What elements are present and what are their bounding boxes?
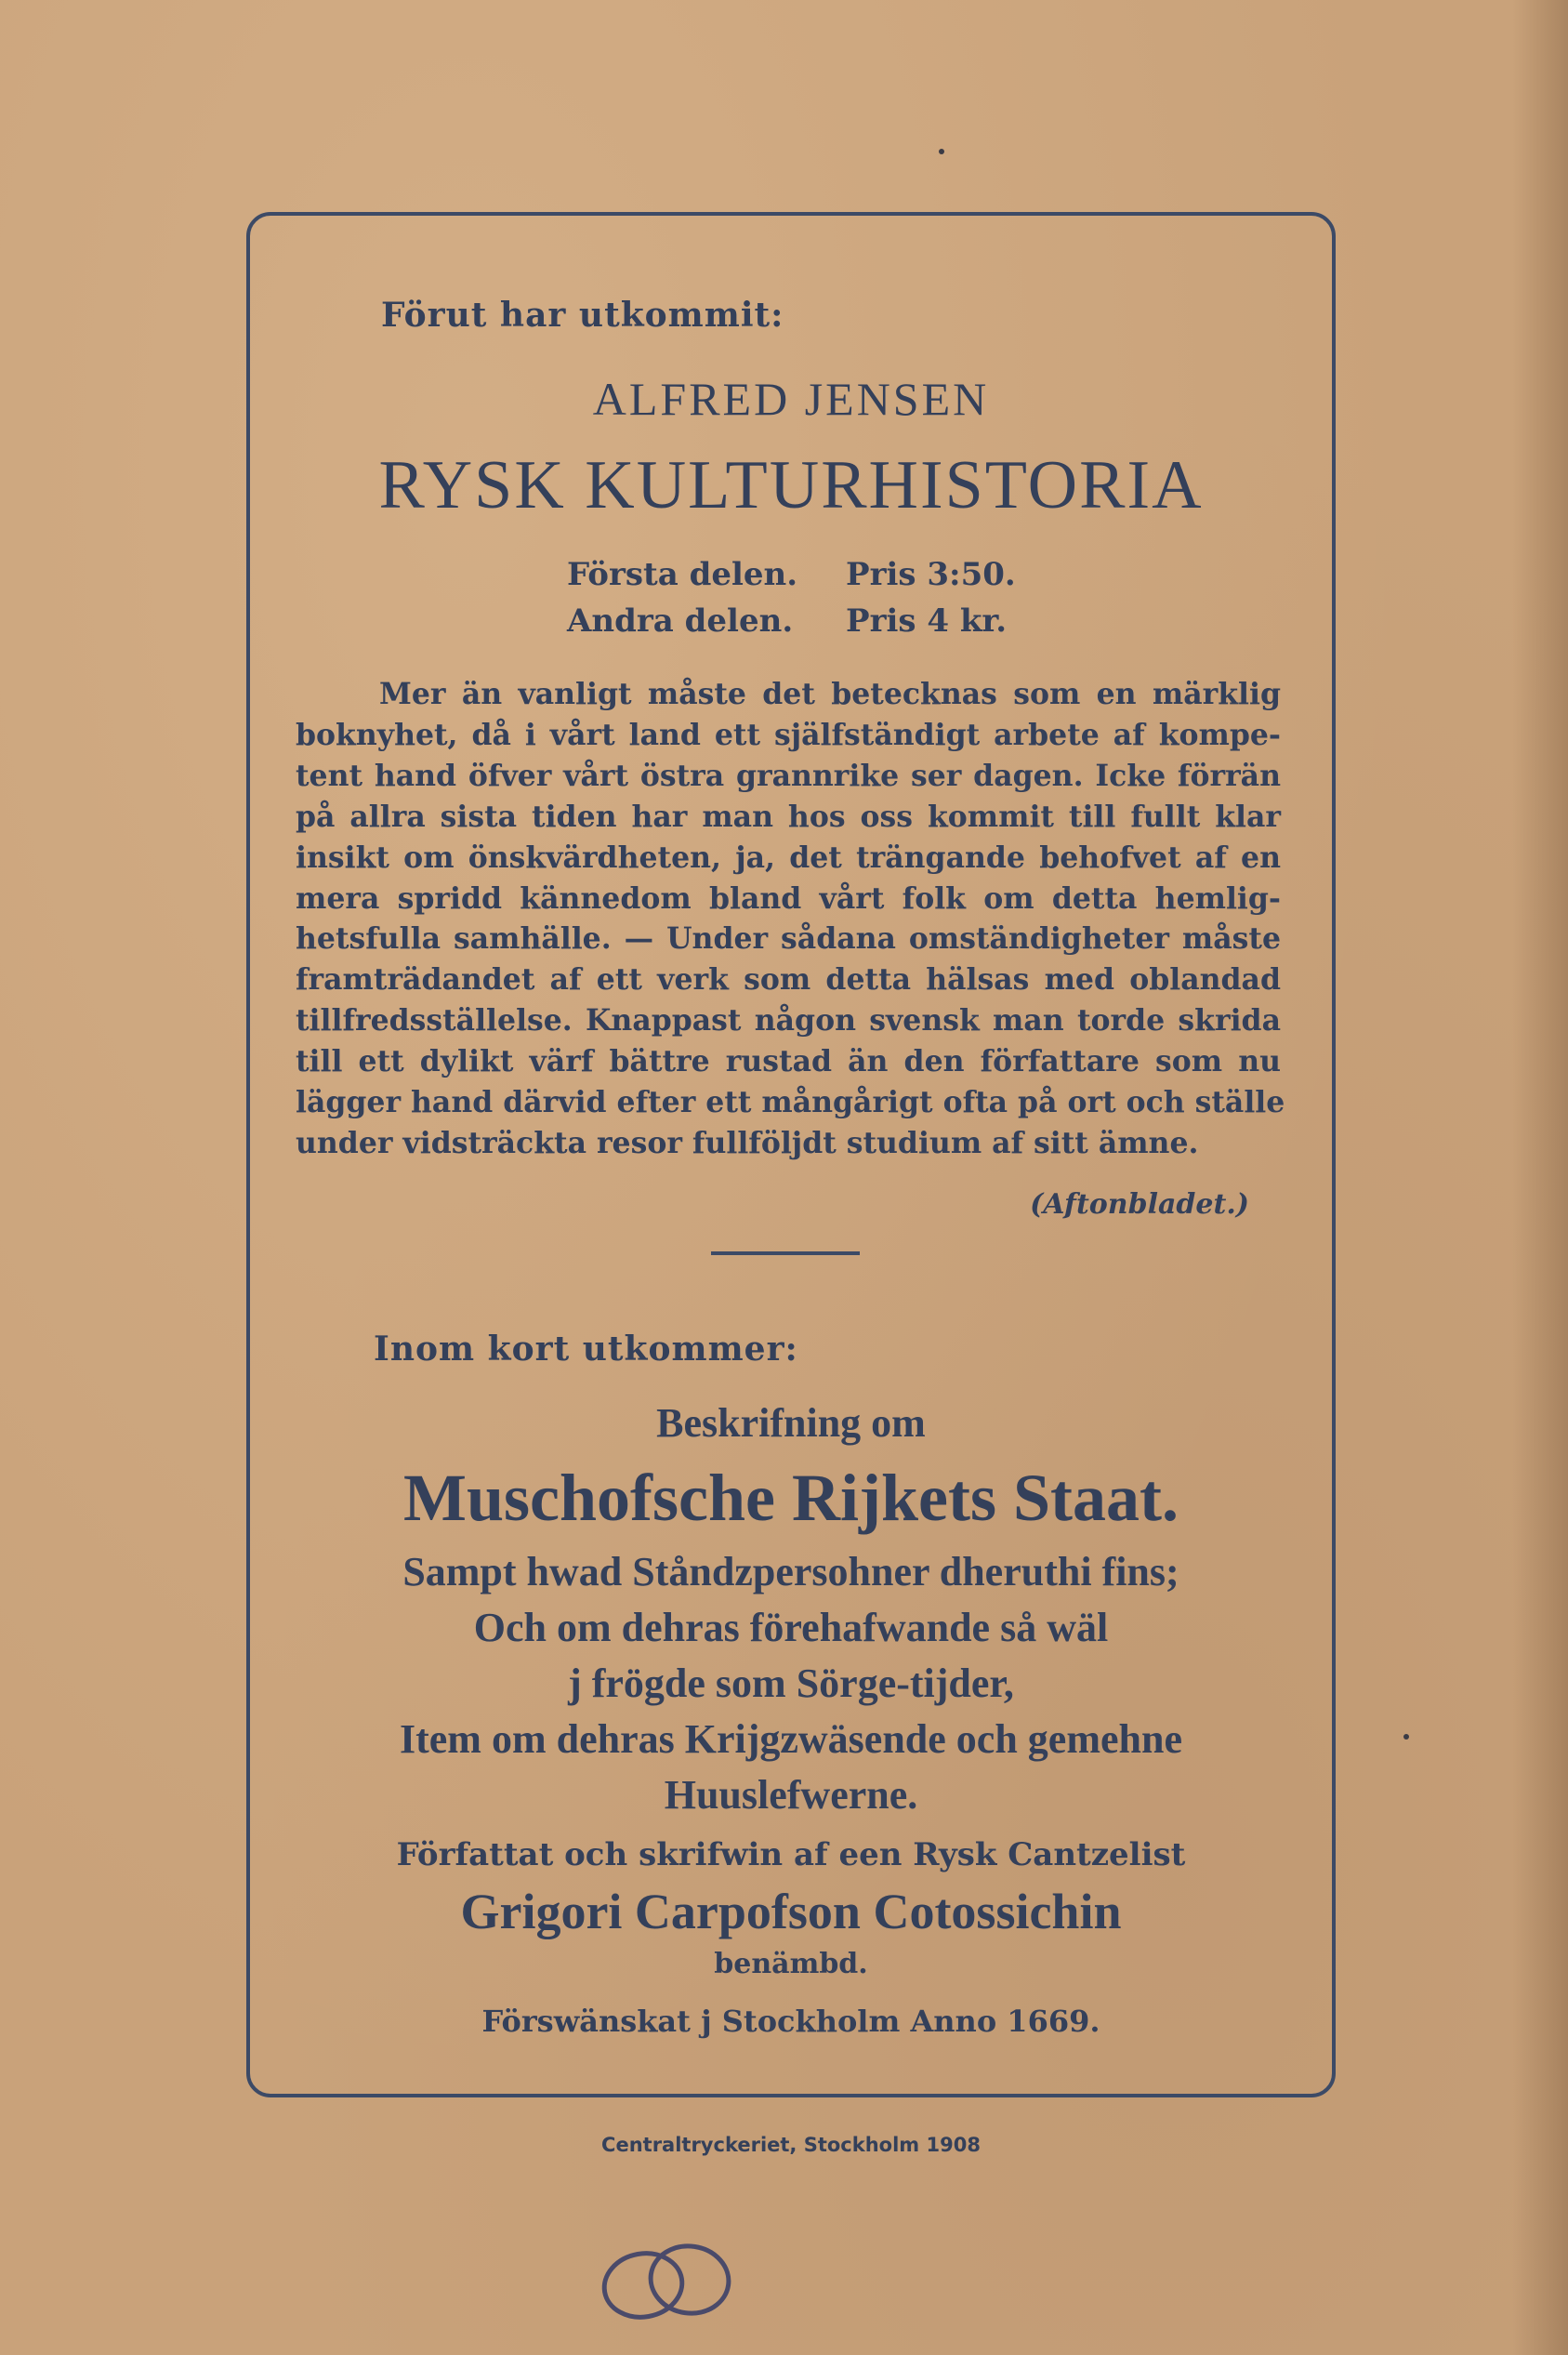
- ink-speck: [939, 149, 944, 154]
- old-title-line: Och om dehras förehafwande så wäl: [473, 1605, 1109, 1650]
- old-title-line: j frögde som Sörge-tijder,: [568, 1660, 1014, 1706]
- printer-imprint: Centraltryckeriet, Stockholm 1908: [601, 2134, 981, 2156]
- review-source: (Aftonbladet.): [1030, 1188, 1249, 1221]
- ink-speck: [1403, 1734, 1409, 1740]
- review-line: mera spridd kännedom bland vårt folk om detta hemlig-: [296, 880, 1281, 916]
- review-line: tillfredsställelse. Knappast någon svensk man torde skrida: [296, 1003, 1281, 1039]
- review-line: tent hand öfver vårt östra grannrike ser dagen. Icke förrän: [296, 758, 1281, 793]
- review-line: Mer än vanligt måste det betecknas som en märklig: [379, 677, 1281, 711]
- book-title: RYSK KULTURHISTORIA: [378, 447, 1204, 523]
- review-line: framträdandet af ett verk som detta hälsas med oblandad: [296, 962, 1281, 998]
- review-line: lägger hand därvid efter ett mångårigt ofta på ort och ställe: [296, 1085, 1285, 1120]
- review-line: hetsfulla samhälle. — Under sådana omständigheter måste: [296, 921, 1281, 957]
- review-line: under vidsträckta resor fullföljdt studium af sitt ämne.: [296, 1125, 1199, 1160]
- old-title-main: Muschofsche Rijkets Staat.: [403, 1461, 1179, 1535]
- review-line: boknyhet, då i vårt land ett själfständigt arbete af kompe-: [296, 717, 1281, 752]
- review-text: [296, 674, 1285, 1164]
- review-line: insikt om önskvärdheten, ja, det trängande behofvet af en: [296, 840, 1281, 875]
- part-one-price: Pris 3:50.: [846, 556, 1016, 593]
- part-two-price: Pris 4 kr.: [846, 602, 1008, 640]
- review-line: på allra sista tiden har man hos oss kommit till fullt klar: [296, 799, 1281, 834]
- review-line: till ett dylikt värf bättre rustad än den författare som nu: [296, 1044, 1281, 1079]
- paper-edge-shadow: [1512, 0, 1568, 2355]
- section-divider: [711, 1251, 860, 1255]
- author-name: Grigori Carpofson Cotossichin: [460, 1884, 1122, 1939]
- old-title-line: Huuslefwerne.: [664, 1772, 918, 1818]
- part-two-price-row: [567, 602, 1007, 640]
- previously-published-label: Förut har utkommit:: [381, 296, 784, 335]
- old-title-line: Item om dehras Krijgzwäsende och gemehne: [400, 1716, 1182, 1762]
- old-title-line: Beskrifning om: [656, 1400, 926, 1446]
- book-author: ALFRED JENSEN: [592, 373, 990, 425]
- translation-note: Förswänskat j Stockholm Anno 1669.: [481, 2004, 1100, 2039]
- author-suffix: benämbd.: [714, 1948, 868, 1980]
- handwritten-mark: [586, 2231, 753, 2334]
- part-one-label: Första delen.: [567, 556, 798, 593]
- author-intro: Författat och skrifwin af een Rysk Cantzelist: [396, 1836, 1186, 1873]
- forthcoming-label: Inom kort utkommer:: [374, 1330, 798, 1369]
- part-two-label: Andra delen.: [567, 602, 794, 640]
- old-title-line: Sampt hwad Ståndzpersohner dheruthi fins;: [402, 1549, 1179, 1594]
- part-one-price-row: [567, 556, 1016, 593]
